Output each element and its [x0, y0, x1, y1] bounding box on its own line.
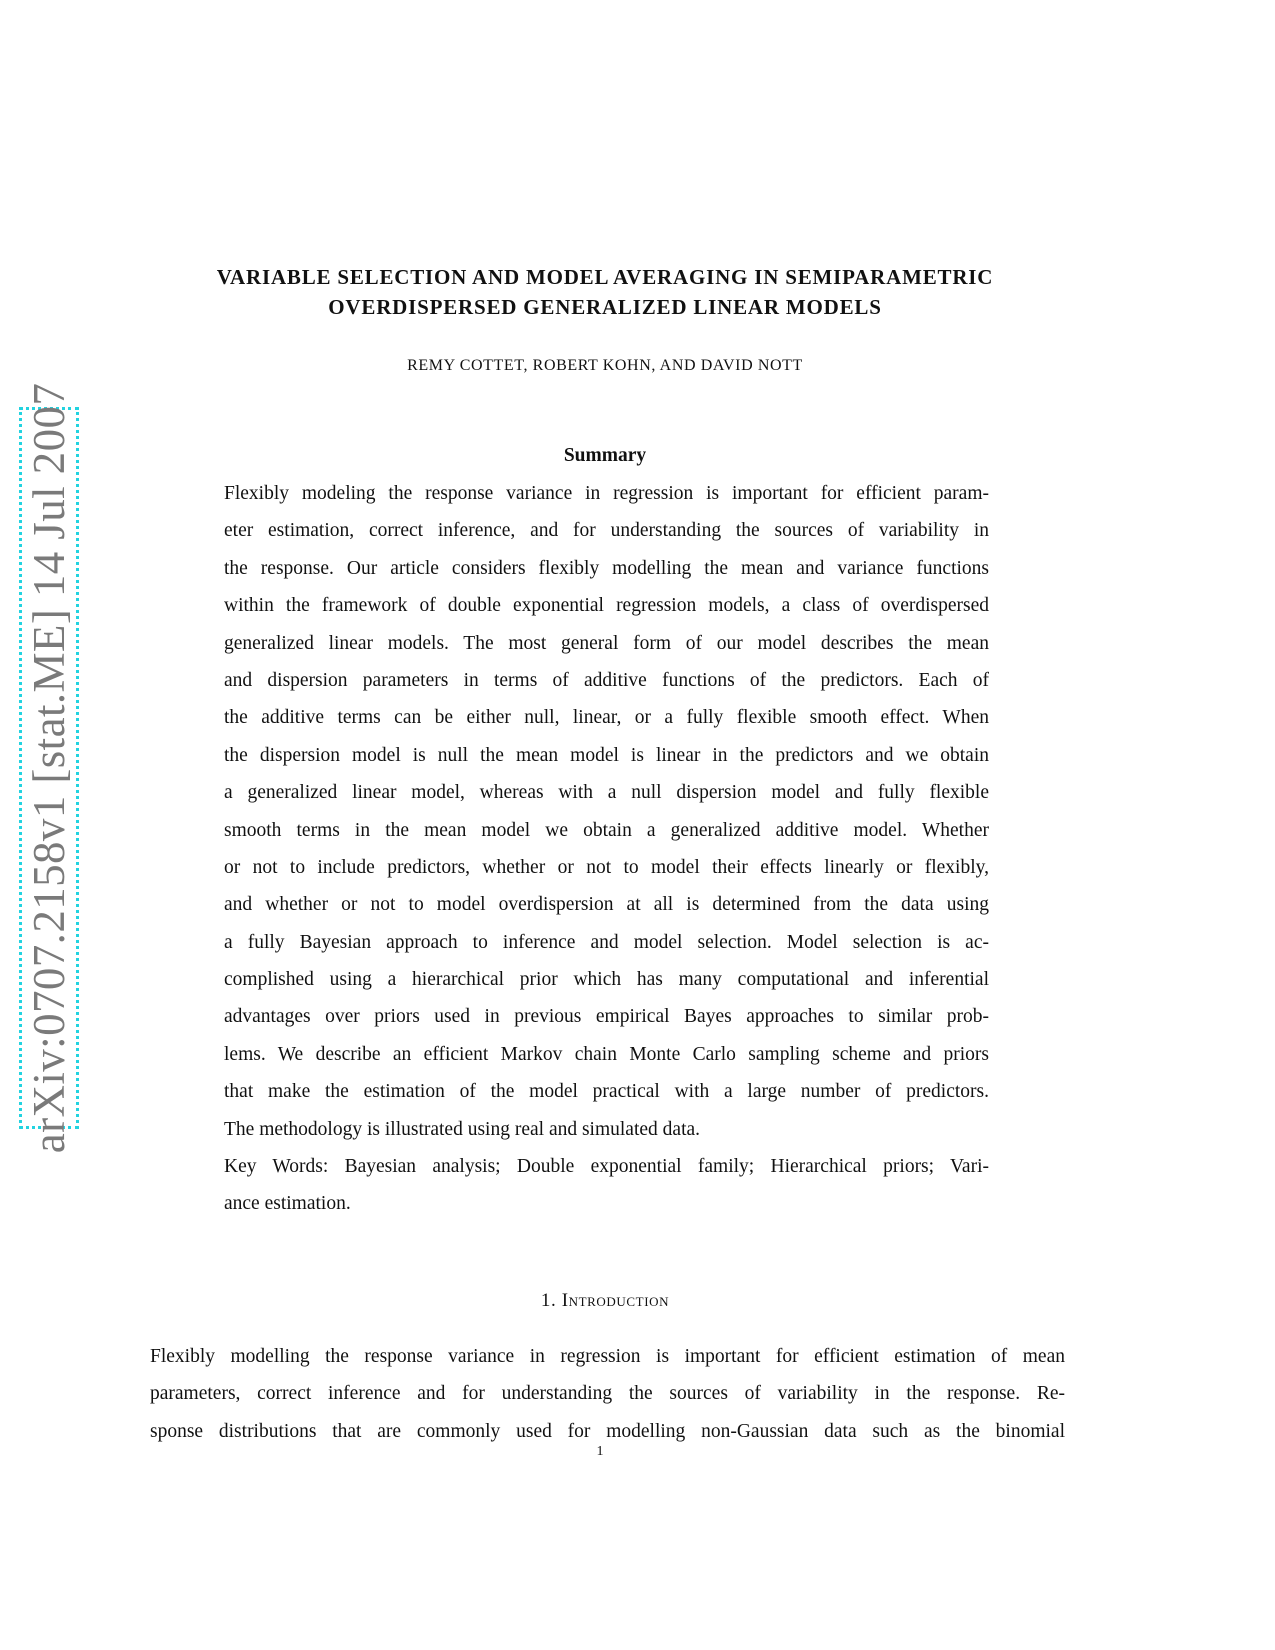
- title-line-2: OVERDISPERSED GENERALIZED LINEAR MODELS: [328, 295, 882, 319]
- abstract-line: complished using a hierarchical prior which has many computational and inferential: [224, 969, 989, 991]
- abstract-line: or not to include predictors, whether or not to model their effects linearly or flexibly,: [224, 856, 989, 878]
- abstract-line: eter estimation, correct inference, and for understanding the sources of variability in: [224, 520, 989, 542]
- title-line-1: VARIABLE SELECTION AND MODEL AVERAGING IN SEMIPARAMETRIC: [216, 265, 994, 289]
- paper-title: [150, 262, 1060, 322]
- abstract-line: lems. We describe an efficient Markov chain Monte Carlo sampling scheme and priors: [224, 1043, 989, 1065]
- arxiv-identifier: arXiv:0707.2158v1 [stat.ME] 14 Jul 2007: [24, 382, 74, 1154]
- abstract-line: advantages over priors used in previous empirical Bayes approaches to similar prob-: [224, 1006, 989, 1028]
- abstract-line: that make the estimation of the model practical with a large number of predictors.: [224, 1081, 989, 1103]
- intro-line: parameters, correct inference and for understanding the sources of variability in the response. Re-: [150, 1383, 1065, 1405]
- arxiv-stamp: [19, 382, 79, 1154]
- summary-heading: Summary: [563, 445, 647, 466]
- section-heading-introduction: [150, 1290, 1060, 1312]
- abstract-line: smooth terms in the mean model we obtain a generalized additive model. Whether: [224, 819, 989, 841]
- keywords: [224, 1155, 989, 1230]
- abstract-line: and whether or not to model overdispersion at all is determined from the data using: [224, 894, 989, 916]
- intro-line: Flexibly modelling the response variance in regression is important for efficient estimation of mean: [150, 1346, 1065, 1367]
- keywords-line: Key Words: Bayesian analysis; Double exponential family; Hierarchical priors; Vari-: [224, 1156, 989, 1177]
- abstract-line: the dispersion model is null the mean model is linear in the predictors and we obtain: [224, 744, 989, 766]
- keywords-line: ance estimation.: [224, 1193, 351, 1215]
- abstract-line: a fully Bayesian approach to inference and model selection. Model selection is ac-: [224, 931, 989, 953]
- section-number: 1.: [540, 1290, 557, 1311]
- abstract-line: and dispersion parameters in terms of additive functions of the predictors. Each of: [224, 669, 989, 691]
- abstract-line: generalized linear models. The most general form of our model describes the mean: [224, 632, 989, 654]
- intro-line: sponse distributions that are commonly used for modelling non-Gaussian data such as the binomial: [150, 1420, 1065, 1442]
- author-list: REMY COTTET, ROBERT KOHN, AND DAVID NOTT: [407, 357, 803, 374]
- abstract-body: [224, 482, 989, 1155]
- abstract-line: the response. Our article considers flexibly modelling the mean and variance functions: [224, 557, 989, 579]
- abstract-line: Flexibly modeling the response variance in regression is important for efficient param-: [224, 483, 989, 504]
- abstract-line: The methodology is illustrated using real and simulated data.: [224, 1118, 701, 1140]
- page-number: 1: [596, 1444, 604, 1459]
- section-title: Introduction: [561, 1290, 670, 1311]
- abstract-line: the additive terms can be either null, linear, or a fully flexible smooth effect. When: [224, 707, 989, 729]
- introduction-body: [150, 1345, 1065, 1457]
- abstract-line: within the framework of double exponential regression models, a class of overdispersed: [224, 595, 989, 617]
- abstract-line: a generalized linear model, whereas with a null dispersion model and fully flexible: [224, 782, 989, 804]
